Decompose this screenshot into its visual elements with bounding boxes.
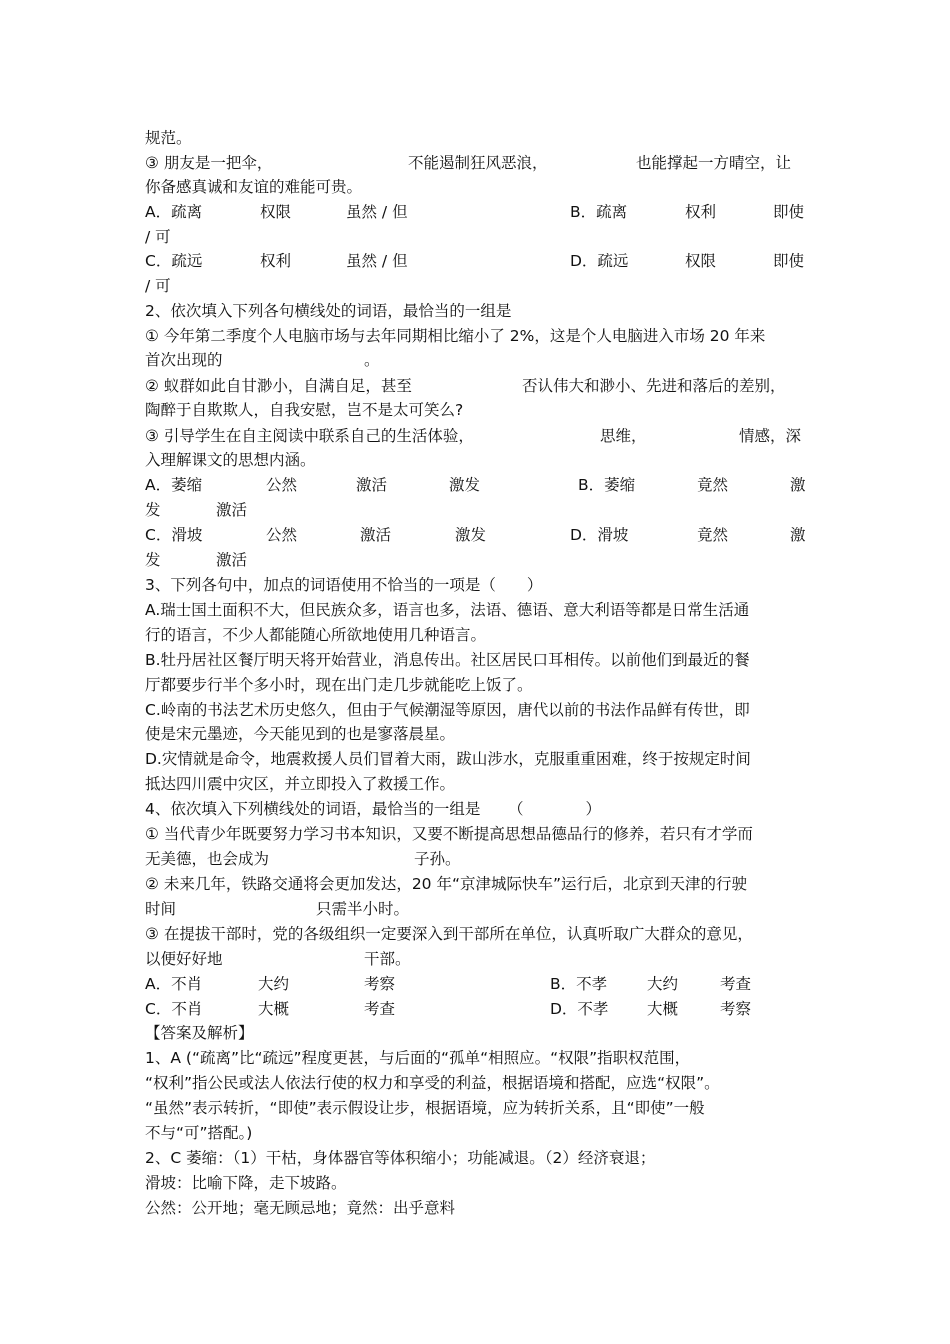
answer-2-line-1: 2、C 萎缩：（1）干枯，身体器官等体积缩小；功能减退。（2）经济衰退； [145,1149,656,1167]
q4-option-a-w2: 大约 [258,975,290,993]
q2-sentence-2: ② 蚁群如此自甘渺小，自满自足，甚至 [145,377,412,395]
q1-option-a-w3: 虽然 / 但 [346,203,408,221]
q2-sentence-1-cont: 首次出现的 [145,351,223,369]
q4-sentence-1-end: 子孙。 [414,850,461,868]
q3-option-a: A.瑞士国土面积不大，但民族众多，语言也多，法语、德语、意大利语等都是日常生活通 [145,601,750,619]
q4-sentence-2-end: 只需半小时。 [316,900,410,918]
answer-1-line-2: “权利”指公民或法人依法行使的权力和享受的利益，根据语境和搭配，应选“权限”。 [145,1074,720,1092]
q3-option-c: C.岭南的书法艺术历史悠久，但由于气候潮湿等原因，唐代以前的书法作品鲜有传世，即 [145,701,750,719]
q1-option-b: B．疏离 [570,203,628,221]
q3-option-d: D.灾情就是命令，地震救援人员们冒着大雨，跋山涉水，克服重重困难，终于按规定时间 [145,750,751,768]
q3-stem: 3、下列各句中，加点的词语使用不恰当的一项是（ ） [145,576,543,594]
q2-option-c-w2: 公然 [266,526,298,544]
q2-option-d-wrap: 发 [145,551,161,569]
q1-option-a-w2: 权限 [260,203,292,221]
q1-option-d-w2: 权限 [685,252,717,270]
q4-sentence-1-cont: 无美德，也会成为 [145,850,270,868]
q3-option-a-cont: 行的语言，不少人都能随心所欲地使用几种语言。 [145,626,487,644]
q4-option-d: D．不孝 [550,1000,609,1018]
q3-option-d-cont: 抵达四川震中灾区，并立即投入了救援工作。 [145,775,456,793]
answer-2-line-2: 滑坡：比喻下降，走下坡路。 [145,1174,347,1192]
answer-1-line-1: 1、A (“疏离”比“疏远”程度更甚，与后面的“孤单“相照应。“权限”指职权范围， [145,1049,691,1067]
q2-option-b-w3: 激 [790,476,806,494]
q2-option-c-w3: 激活 [360,526,392,544]
q2-sentence-3-cont: 入理解课文的思想内涵。 [145,451,316,469]
q2-sentence-3-part-b: 思维， [600,427,647,445]
q4-stem: 4、依次填入下列横线处的词语，最恰当的一组是 [145,800,481,818]
q1-option-c: C．疏远 [145,252,203,270]
q4-sentence-2-cont: 时间 [145,900,177,918]
q2-option-d-w3: 激 [790,526,806,544]
q4-option-a: A．不肖 [145,975,203,993]
q4-option-c: C．不肖 [145,1000,203,1018]
q1-option-b-wrap: / 可 [145,228,171,246]
q1-sentence-3-part-b: 不能遏制狂风恶浪， [408,154,548,172]
answer-2-line-3: 公然：公开地；毫无顾忌地；竟然：出乎意料 [145,1199,456,1217]
q1-option-b-w2: 权利 [685,203,717,221]
q4-option-d-w3: 考察 [720,1000,752,1018]
answers-heading: 【答案及解析】 [145,1024,254,1042]
q2-sentence-1: ① 今年第二季度个人电脑市场与去年同期相比缩小了 2%，这是个人电脑进入市场 20 年来 [145,327,766,345]
q4-option-a-w3: 考察 [364,975,396,993]
q4-answer-paren: （ ） [508,800,602,818]
q2-option-d-w2: 竟然 [697,526,729,544]
q2-option-b-w2: 竟然 [697,476,729,494]
q2-sentence-2-part-b: 否认伟大和渺小、先进和落后的差别， [522,377,786,395]
q4-option-b: B．不孝 [550,975,608,993]
q2-sentence-1-end: 。 [364,351,380,369]
q2-option-b-wrap-w2: 激活 [216,501,248,519]
q2-option-b-wrap: 发 [145,501,161,519]
q2-sentence-3-part-c: 情感，深 [739,427,802,445]
q3-option-c-cont: 使是宋元墨迹，今天能见到的也是寥落晨星。 [145,725,456,743]
answer-1-line-4: 不与“可”搭配。) [145,1124,253,1142]
q3-option-b: B.牡丹居社区餐厅明天将开始营业，消息传出。社区居民口耳相传。以前他们到最近的餐 [145,651,750,669]
q1-sentence-3: ③ 朋友是一把伞， [145,154,273,172]
q4-option-c-w2: 大概 [258,1000,290,1018]
q4-sentence-3: ③ 在提拔干部时，党的各级组织一定要深入到干部所在单位，认真听取广大群众的意见， [145,925,753,943]
q4-option-b-w2: 大约 [647,975,679,993]
q4-option-d-w2: 大概 [647,1000,679,1018]
q2-option-a-w3: 激活 [356,476,388,494]
q2-option-d-wrap-w2: 激活 [216,551,248,569]
q1-option-a: A．疏离 [145,203,203,221]
q2-option-b: B．萎缩 [578,476,636,494]
q4-sentence-2: ② 未来几年，铁路交通将会更加发达，20 年“京津城际快车”运行后，北京到天津的行驶 [145,875,748,893]
q2-option-c: C．滑坡 [145,526,203,544]
q2-stem: 2、依次填入下列各句横线处的词语，最恰当的一组是 [145,302,512,320]
q1-option-c-w3: 虽然 / 但 [346,252,408,270]
q1-tail: 规范。 [145,129,192,147]
q1-option-b-w3: 即使 [773,203,805,221]
q1-option-d: D．疏远 [570,252,629,270]
q2-option-c-w4: 激发 [455,526,487,544]
q3-option-b-cont: 厅都要步行半个多小时，现在出门走几步就能吃上饭了。 [145,676,533,694]
q4-option-b-w3: 考查 [720,975,752,993]
q2-option-d: D．滑坡 [570,526,629,544]
q4-option-c-w3: 考查 [364,1000,396,1018]
q2-option-a-w4: 激发 [449,476,481,494]
q2-sentence-3: ③ 引导学生在自主阅读中联系自己的生活体验， [145,427,474,445]
q1-option-d-w3: 即使 [773,252,805,270]
answer-1-line-3: “虽然”表示转折，“即使”表示假设让步，根据语境，应为转折关系，且“即使”一般 [145,1099,705,1117]
q1-sentence-3-part-c: 也能撑起一方晴空，让 [636,154,792,172]
q4-sentence-3-end: 干部。 [364,950,411,968]
q1-sentence-3-cont: 你备感真诚和友谊的难能可贵。 [145,178,363,196]
q2-sentence-2-cont: 陶醉于自欺欺人，自我安慰，岂不是太可笑么? [145,401,464,419]
q2-option-a: A．萎缩 [145,476,203,494]
q2-option-a-w2: 公然 [266,476,298,494]
q1-option-d-wrap: / 可 [145,277,171,295]
q1-option-c-w2: 权利 [260,252,292,270]
q4-sentence-1: ① 当代青少年既要努力学习书本知识，又要不断提高思想品德品行的修养，若只有才学而 [145,825,753,843]
q4-sentence-3-cont: 以便好好地 [145,950,223,968]
